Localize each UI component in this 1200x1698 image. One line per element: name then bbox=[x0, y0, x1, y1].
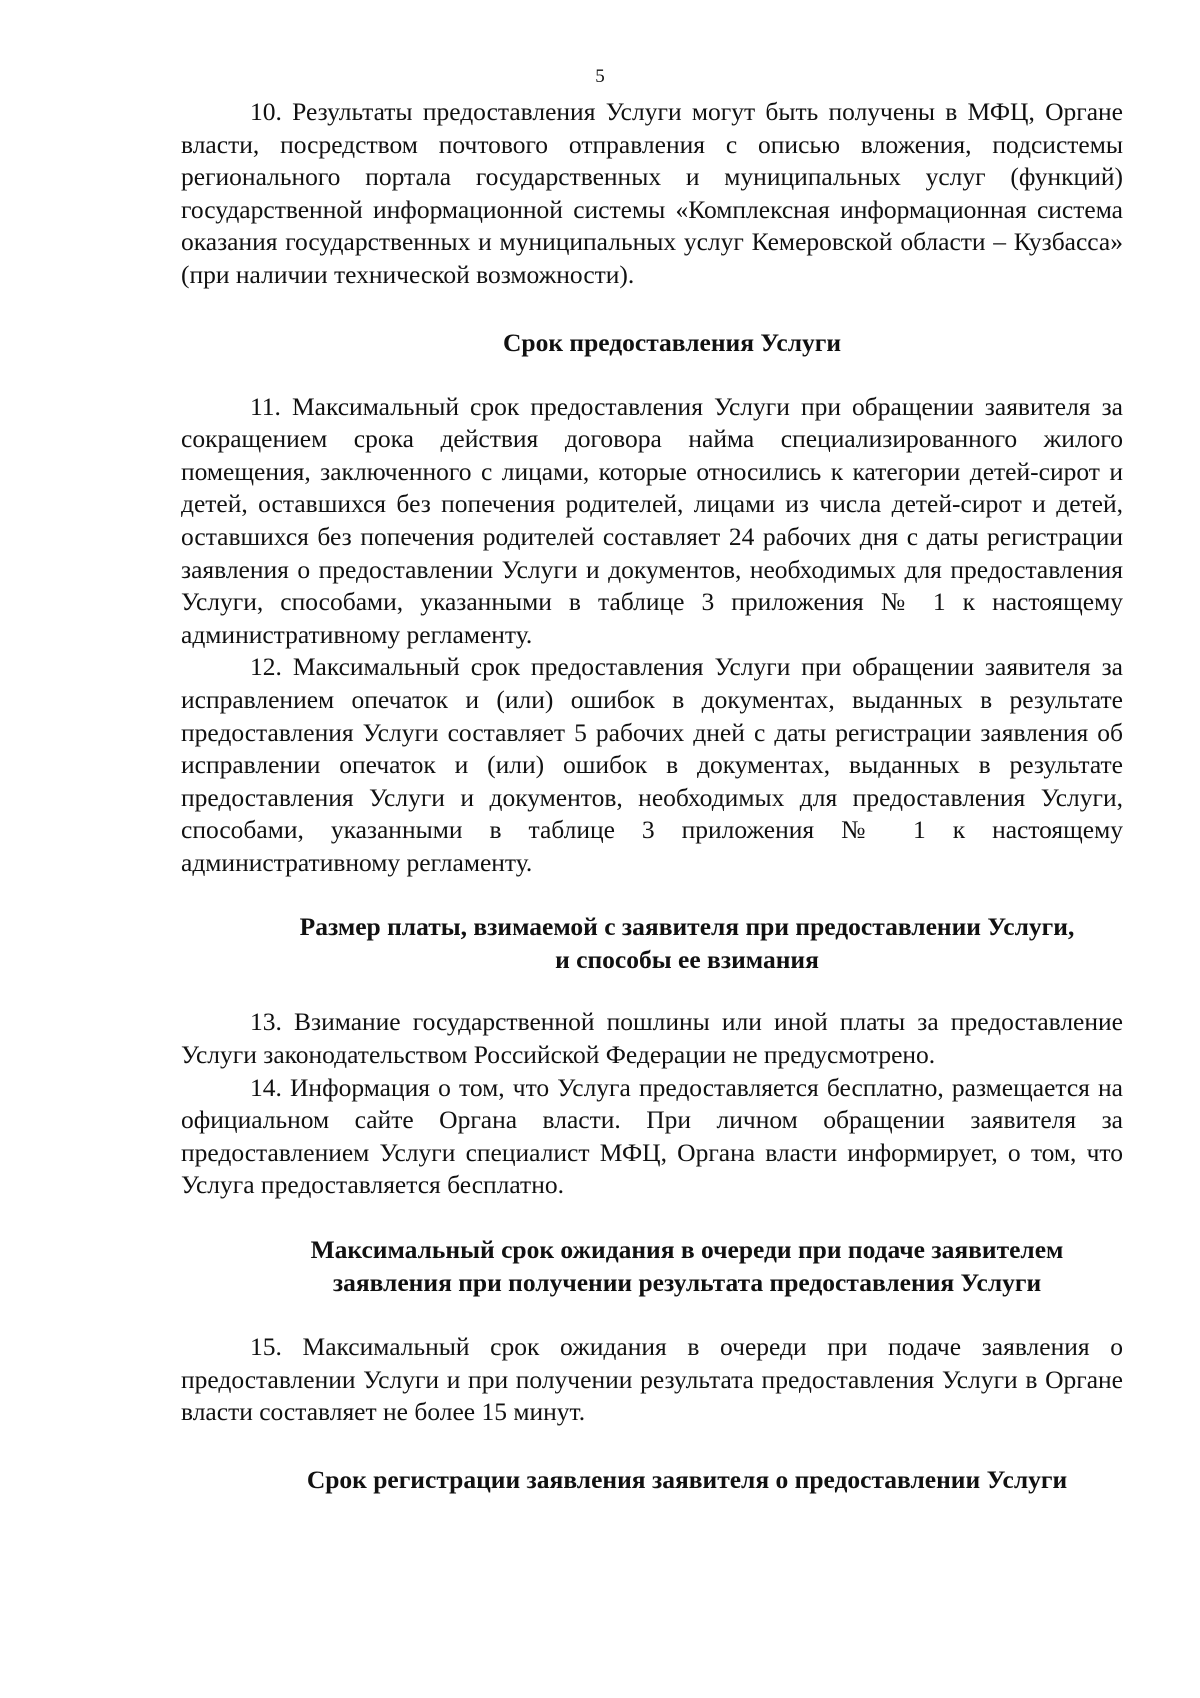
heading-registration-term: Срок регистрации заявления заявителя о предоставлении Услуги bbox=[306, 1464, 1068, 1494]
heading-queue-line-2: заявления при получении результата предоставления Услуги bbox=[332, 1268, 1042, 1298]
heading-fee bbox=[181, 910, 1123, 976]
heading-fee-line-2: и способы ее взимания bbox=[555, 945, 819, 975]
paragraph-14: 14. Информация о том, что Услуга предоставляется бесплатно, размещается на официальном сайте Органа власти. При личном обращении заявителя за предоставлением Услуги специалист МФЦ, Органа власти информирует, о том, что Услуга предоставляется бесплатно. bbox=[181, 1072, 1123, 1200]
heading-service-term: Срок предоставления Услуги bbox=[502, 327, 842, 357]
paragraph-15: 15. Максимальный срок ожидания в очереди при подаче заявления о предоставлении Услуги и при получении результата предоставления Услуги в Органе власти составляет не более 15 минут. bbox=[181, 1332, 1123, 1427]
paragraph-12: 12. Максимальный срок предоставления Услуги при обращении заявителя за исправлением опечаток и (или) ошибок в документах, выданных в результате предоставления Услуги составляет 5 рабочих дней с даты регистрации заявления об исправлении опечаток и (или) ошибок в документах, выданных в результате предоставления Услуги и документов, необходимых для предоставления Услуги, способами, указанными в таблице 3 приложения № 1 к настоящему административному регламенту. bbox=[181, 652, 1123, 877]
heading-queue-line-1: Максимальный срок ожидания в очереди при подаче заявителем bbox=[310, 1235, 1064, 1265]
page-number: 5 bbox=[595, 66, 605, 87]
heading-fee-line-1: Размер платы, взимаемой с заявителя при предоставлении Услуги, bbox=[299, 912, 1075, 942]
paragraph-13: 13. Взимание государственной пошлины или иной платы за предоставление Услуги законодательством Российской Федерации не предусмотрено. bbox=[181, 1007, 1123, 1070]
paragraph-11: 11. Максимальный срок предоставления Услуги при обращении заявителя за сокращением срока действия договора найма специализированного жилого помещения, заключенного с лицами, которые относились к категории детей-сирот и детей, оставшихся без попечения родителей, лицами из числа детей-сирот и детей, оставшихся без попечения родителей составляет 24 рабочих дня с даты регистрации заявления о предоставлении Услуги и документов, необходимых для предоставления Услуги, способами, указанными в таблице 3 приложения № 1 к настоящему административному регламенту. bbox=[181, 391, 1123, 649]
paragraph-10: 10. Результаты предоставления Услуги могут быть получены в МФЦ, Органе власти, посредством почтового отправления с описью вложения, подсистемы регионального портала государственных и муниципальных услуг (функций) государственной информационной системы «Комплексная информационная система оказания государственных и муниципальных услуг Кемеровской области – Кузбасса» (при наличии технической возможности). bbox=[181, 97, 1123, 289]
document-body bbox=[181, 96, 1123, 1496]
heading-queue-time bbox=[181, 1233, 1123, 1299]
